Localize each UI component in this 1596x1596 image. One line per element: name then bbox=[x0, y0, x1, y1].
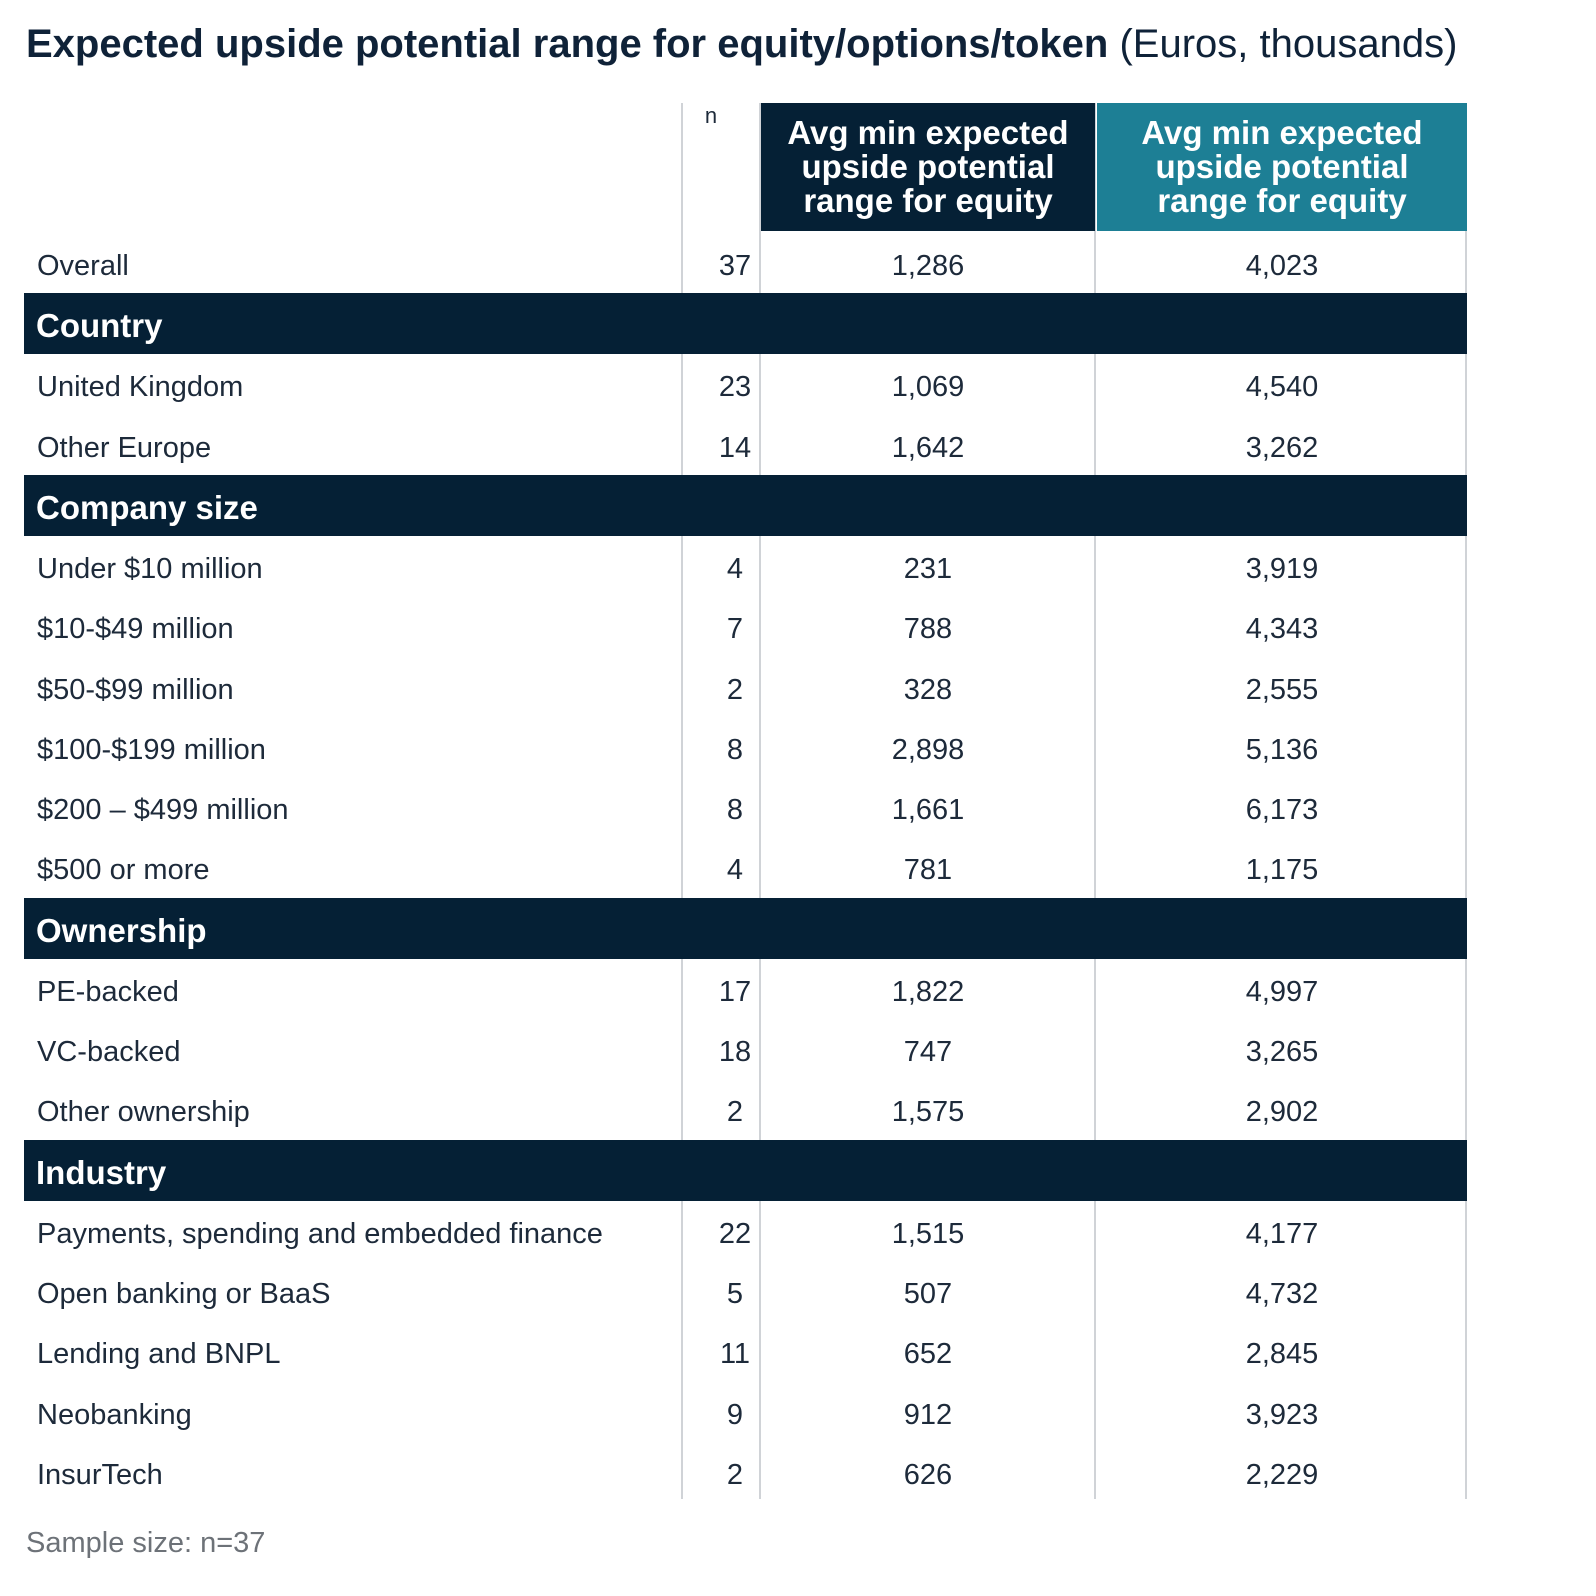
title-main: Expected upside potential range for equity/options/token bbox=[26, 22, 1109, 66]
row-n: 11 bbox=[719, 1338, 751, 1371]
chart-title bbox=[26, 18, 1586, 70]
section-header: Country bbox=[24, 293, 1467, 354]
row-n: 4 bbox=[726, 854, 744, 887]
row-min-value: 328 bbox=[903, 673, 953, 706]
row-max-value: 2,845 bbox=[1245, 1338, 1319, 1371]
row-label: InsurTech bbox=[37, 1458, 163, 1491]
row-label: $50-$99 million bbox=[37, 673, 234, 706]
row-min-value: 1,286 bbox=[891, 250, 965, 282]
table-row bbox=[24, 599, 1467, 659]
row-min-value: 1,575 bbox=[891, 1096, 965, 1129]
row-label: Payments, spending and embedded finance bbox=[37, 1217, 603, 1250]
row-min-value: 626 bbox=[903, 1458, 953, 1491]
row-n: 2 bbox=[726, 1458, 744, 1491]
row-label: PE-backed bbox=[37, 975, 179, 1008]
row-max-value: 3,919 bbox=[1245, 552, 1319, 585]
row-max-value: 4,732 bbox=[1245, 1277, 1319, 1310]
row-max-value: 4,343 bbox=[1245, 613, 1319, 646]
table-row bbox=[24, 1022, 1467, 1082]
row-n: 7 bbox=[726, 613, 744, 646]
table-row bbox=[24, 962, 1467, 1022]
row-n: 23 bbox=[718, 371, 752, 404]
row-n: 17 bbox=[718, 975, 752, 1008]
row-min-value: 1,661 bbox=[891, 794, 965, 827]
row-n: 37 bbox=[718, 250, 752, 282]
row-label: $500 or more bbox=[37, 854, 210, 887]
row-min-value: 1,515 bbox=[891, 1217, 965, 1250]
table-row bbox=[24, 1082, 1467, 1142]
row-label: Lending and BNPL bbox=[37, 1338, 281, 1371]
row-max-value: 2,229 bbox=[1245, 1458, 1319, 1491]
row-n: 22 bbox=[718, 1217, 752, 1250]
row-n: 2 bbox=[726, 1096, 744, 1129]
row-label: $100-$199 million bbox=[37, 733, 266, 766]
row-label: Open banking or BaaS bbox=[37, 1277, 331, 1310]
row-min-value: 231 bbox=[903, 552, 953, 585]
row-max-value: 4,177 bbox=[1245, 1217, 1319, 1250]
table-row bbox=[24, 1264, 1467, 1324]
section-header: Ownership bbox=[24, 898, 1467, 959]
column-header-min: Avg min expected upside potential range for equity bbox=[761, 103, 1095, 231]
table-row bbox=[24, 236, 1467, 296]
row-min-value: 788 bbox=[903, 613, 953, 646]
row-min-value: 781 bbox=[903, 854, 953, 887]
row-max-value: 2,902 bbox=[1245, 1096, 1319, 1129]
row-max-value: 4,997 bbox=[1245, 975, 1319, 1008]
row-max-value: 6,173 bbox=[1245, 794, 1319, 827]
table-row bbox=[24, 1445, 1467, 1505]
row-min-value: 912 bbox=[903, 1398, 953, 1431]
table-row bbox=[24, 418, 1467, 478]
row-min-value: 1,822 bbox=[891, 975, 965, 1008]
row-label: Under $10 million bbox=[37, 552, 263, 585]
title-unit: (Euros, thousands) bbox=[1119, 22, 1458, 66]
row-n: 2 bbox=[726, 673, 744, 706]
row-min-value: 747 bbox=[903, 1036, 953, 1068]
row-min-value: 652 bbox=[903, 1338, 953, 1371]
section-header: Industry bbox=[24, 1140, 1467, 1201]
table-row bbox=[24, 1324, 1467, 1384]
row-n: 4 bbox=[726, 552, 744, 585]
row-min-value: 2,898 bbox=[891, 733, 965, 766]
row-max-value: 5,136 bbox=[1245, 733, 1319, 766]
row-max-value: 4,023 bbox=[1245, 250, 1319, 282]
row-label: Other Europe bbox=[37, 431, 212, 464]
table-row bbox=[24, 1204, 1467, 1264]
row-n: 8 bbox=[726, 733, 744, 766]
row-n: 18 bbox=[718, 1036, 752, 1068]
row-n: 14 bbox=[718, 431, 752, 464]
table-row bbox=[24, 780, 1467, 840]
row-n: 8 bbox=[726, 794, 744, 827]
row-n: 5 bbox=[726, 1277, 744, 1310]
row-max-value: 3,262 bbox=[1245, 431, 1319, 464]
row-max-value: 3,265 bbox=[1245, 1036, 1319, 1068]
row-label: VC-backed bbox=[37, 1036, 181, 1068]
footnote: Sample size: n=37 bbox=[26, 1527, 266, 1559]
table-row bbox=[24, 720, 1467, 780]
row-min-value: 1,642 bbox=[891, 431, 965, 464]
row-label: $200 – $499 million bbox=[37, 794, 289, 827]
section-header: Company size bbox=[24, 475, 1467, 536]
table-row bbox=[24, 539, 1467, 599]
row-label: Other ownership bbox=[37, 1096, 250, 1129]
row-label: Neobanking bbox=[37, 1398, 192, 1431]
row-label: $10-$49 million bbox=[37, 613, 234, 646]
row-min-value: 507 bbox=[903, 1277, 953, 1310]
column-header-max: Avg min expected upside potential range for equity bbox=[1097, 103, 1467, 231]
table-row bbox=[24, 840, 1467, 900]
row-max-value: 3,923 bbox=[1245, 1398, 1319, 1431]
row-max-value: 2,555 bbox=[1245, 673, 1319, 706]
column-header-n: n bbox=[704, 103, 718, 128]
row-max-value: 1,175 bbox=[1245, 854, 1319, 887]
row-max-value: 4,540 bbox=[1245, 371, 1319, 404]
table-row bbox=[24, 1385, 1467, 1445]
row-min-value: 1,069 bbox=[891, 371, 965, 404]
row-label: Overall bbox=[37, 250, 129, 282]
table-row bbox=[24, 660, 1467, 720]
row-n: 9 bbox=[726, 1398, 744, 1431]
row-label: United Kingdom bbox=[37, 371, 244, 404]
table-row bbox=[24, 357, 1467, 417]
